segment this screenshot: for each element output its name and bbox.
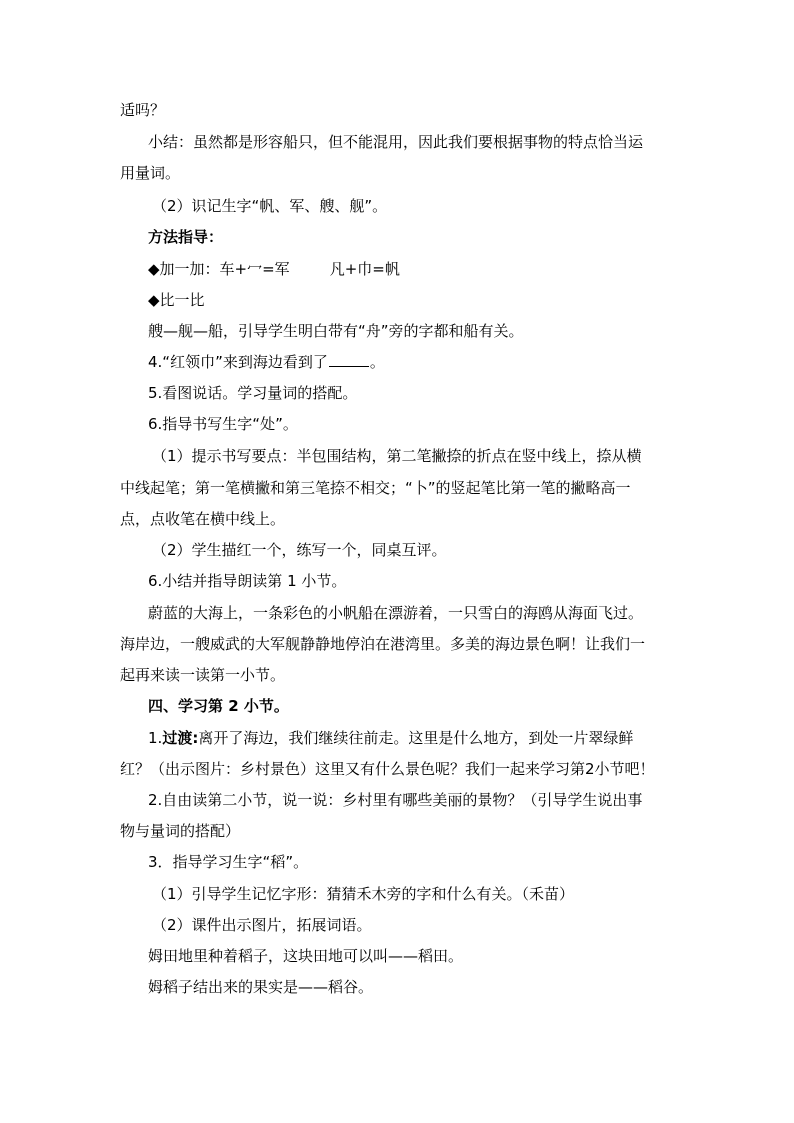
text-line (148, 352, 718, 372)
text-line: 用量词。 (120, 164, 181, 182)
text-line: 物与量词的搭配） (120, 822, 241, 840)
text-span: 凡+巾=帆 (329, 260, 400, 278)
text-line: 红？（出示图片：乡村景色）这里又有什么景色呢？我们一起来学习第2小节吧！ (120, 760, 655, 778)
text-line: （2）识记生字“帆、军、艘、舰”。 (152, 197, 388, 215)
text-line: （2）课件出示图片，拓展词语。 (152, 916, 372, 934)
text-line: 2.自由读第二小节，说一说：乡村里有哪些美丽的景物？（引导学生说出事 (148, 791, 643, 809)
text-line (148, 259, 718, 279)
section-heading: 四、学习第 2 小节。 (148, 697, 289, 715)
text-span: ◆加一加：车+冖=军 (148, 260, 290, 278)
text-line: 中线起笔；第一笔横撇和第三笔捺不相交；“卜”的竖起笔比第一笔的撇略高一 (120, 479, 631, 497)
text-line: 小结：虽然都是形容船只，但不能混用，因此我们要根据事物的特点恰当运 (148, 133, 644, 151)
text-line: 5.看图说话。学习量词的搭配。 (148, 384, 358, 402)
text-span: 4.“红领巾”来到海边看到了 (148, 353, 328, 371)
text-line: 蔚蓝的大海上，一条彩色的小帆船在漂游着，一只雪白的海鸥从海面飞过。 (148, 604, 644, 622)
text-line: 艘—舰—船，引导学生明白带有“舟”旁的字都和船有关。 (148, 322, 524, 340)
text-line: 姆稻子结出来的果实是——稻谷。 (148, 978, 374, 996)
text-line (148, 728, 718, 748)
bold-label: 过渡: (162, 729, 199, 747)
text-line: 起再来读一读第一小节。 (120, 666, 286, 684)
text-span: 离开了海边，我们继续往前走。这里是什么地方，到处一片翠绿鲜 (198, 729, 634, 747)
text-line: 6.小结并指导朗读第 1 小节。 (148, 572, 347, 590)
text-line: 适吗？ (120, 101, 166, 119)
text-line: 海岸边，一艘威武的大军舰静静地停泊在港湾里。多美的海边景色啊！让我们一 (120, 635, 646, 653)
text-span: 1. (148, 729, 163, 747)
text-line: ◆比一比 (148, 291, 205, 309)
text-line: （1）提示书写要点：半包围结构，第二笔撇捺的折点在竖中线上，捺从横 (152, 447, 642, 465)
text-line: 点，点收笔在横中线上。 (120, 510, 286, 528)
fill-blank (329, 352, 369, 367)
text-line: （1）引导学生记忆字形：猜猜禾木旁的字和什么有关。（禾苗） (152, 885, 575, 903)
text-line: 姆田地里种着稻子，这块田地可以叫——稻田。 (148, 947, 464, 965)
text-line: 3．指导学习生字“稻”。 (148, 853, 309, 871)
section-heading: 方法指导： (148, 228, 224, 246)
text-line: （2）学生描红一个，练写一个，同桌互评。 (152, 541, 447, 559)
text-line: 6.指导书写生字“处”。 (148, 415, 298, 433)
text-span: 。 (369, 353, 385, 371)
